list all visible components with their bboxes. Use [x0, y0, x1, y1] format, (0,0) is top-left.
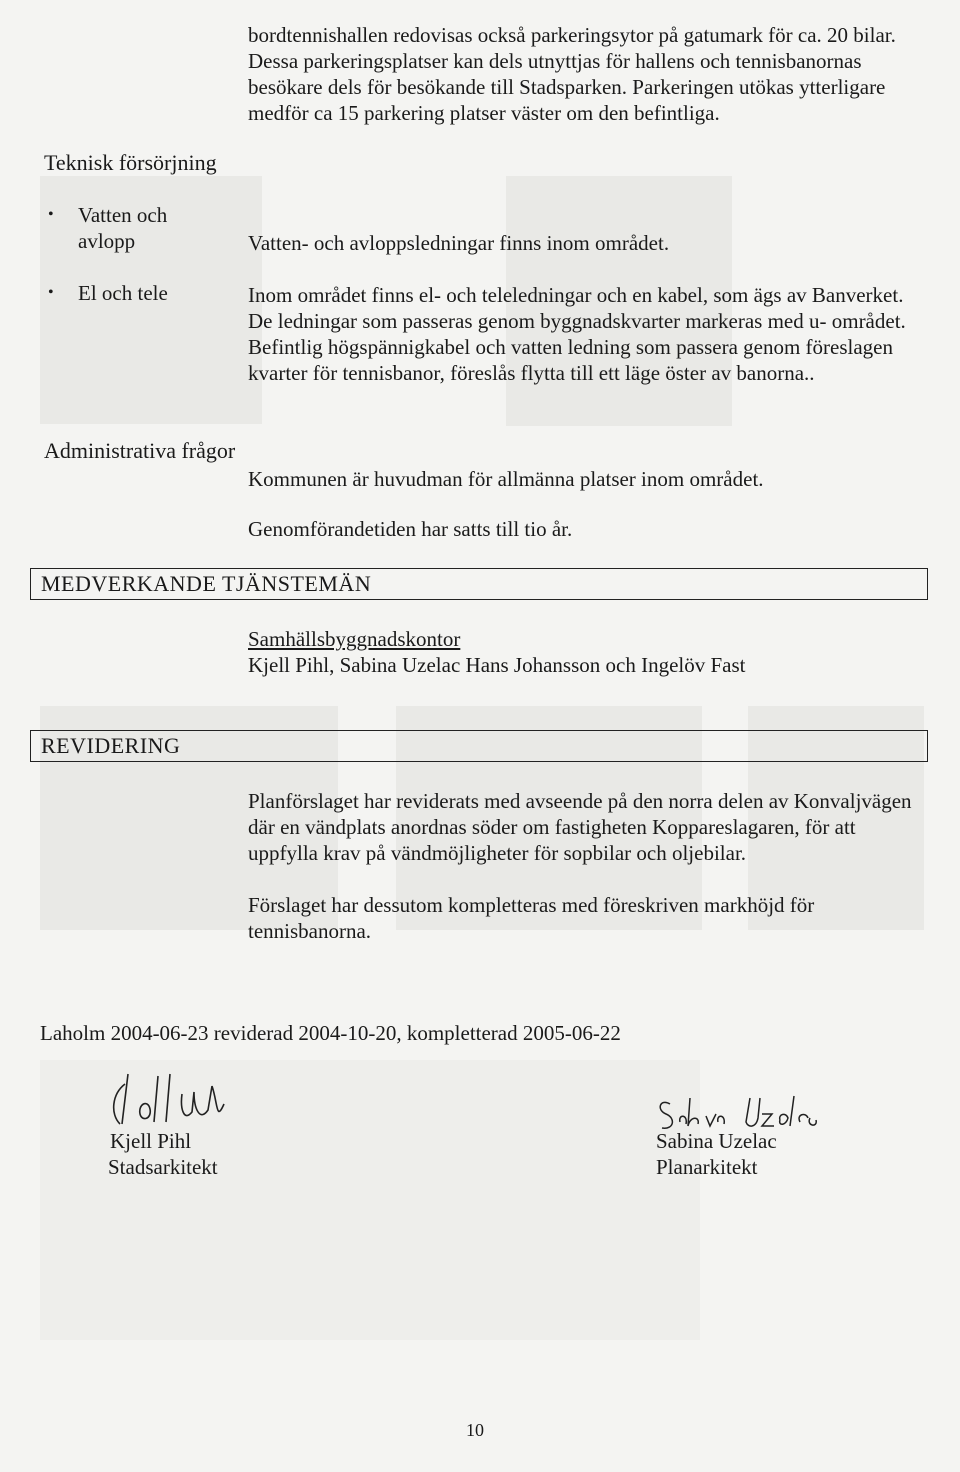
bullet-label-vatten: • Vatten och avlopp — [78, 202, 208, 254]
office-name: Samhällsbyggnadskontor — [248, 627, 461, 651]
vatten-text: Vatten- och avloppsledningar finns inom området. — [248, 231, 670, 255]
revidering-box-heading: REVIDERING — [30, 730, 928, 762]
section-heading-teknisk: Teknisk försörjning — [44, 150, 217, 175]
admin-line-1: Kommunen är huvudman för allmänna platser inom området. — [248, 467, 764, 491]
signatory-title-2: Planarkitekt — [656, 1155, 758, 1179]
admin-line-2: Genomförandetiden har satts till tio år. — [248, 517, 573, 541]
page-number: 10 — [466, 1420, 484, 1440]
staff-names: Kjell Pihl, Sabina Uzelac Hans Johansson och Ingelöv Fast — [248, 653, 746, 677]
signature-kjell-pihl — [100, 1064, 240, 1134]
el-text: Inom området finns el- och teleledningar och en kabel, som ägs av Banverket. De ledningar som passeras genom byggnadskvarter markeras med u- området. Befintlig högspännigkabel och vatten ledning som passera genom föreslagen kvarter för tennisbanor, föreslås flytta till ett läge öster av banorna.. — [248, 283, 906, 385]
revidering-paragraph-2: Förslaget har dessutom kompletteras med föreskriven markhöjd för tennisbanorna. — [248, 893, 815, 943]
medverkande-box-heading: MEDVERKANDE TJÄNSTEMÄN — [30, 568, 928, 600]
date-line: Laholm 2004-06-23 reviderad 2004-10-20, kompletterad 2005-06-22 — [40, 1021, 621, 1045]
signatory-name-1: Kjell Pihl — [110, 1129, 192, 1153]
signatory-title-1: Stadsarkitekt — [108, 1155, 218, 1179]
section-heading-admin: Administrativa frågor — [44, 438, 236, 463]
intro-paragraph: bordtennishallen redovisas också parkeringsytor på gatumark för ca. 20 bilar. Dessa parkeringsplatser kan dels utnyttjas för hallens och tennisbanornas besökare dels för besökande till Stadsparken. Parkeringen utökas ytterligare medför ca 15 parkering platser väster om den befintliga. — [248, 23, 896, 125]
bullet-label-el: • El och tele — [78, 280, 218, 306]
signatory-name-2: Sabina Uzelac — [656, 1129, 777, 1153]
revidering-paragraph-1: Planförslaget har reviderats med avseende på den norra delen av Konvaljvägen där en vändplats anordnas söder om fastigheten Koppareslagaren, för att uppfylla krav på vändmöjligheter för sopbilar och oljebilar. — [248, 789, 912, 865]
